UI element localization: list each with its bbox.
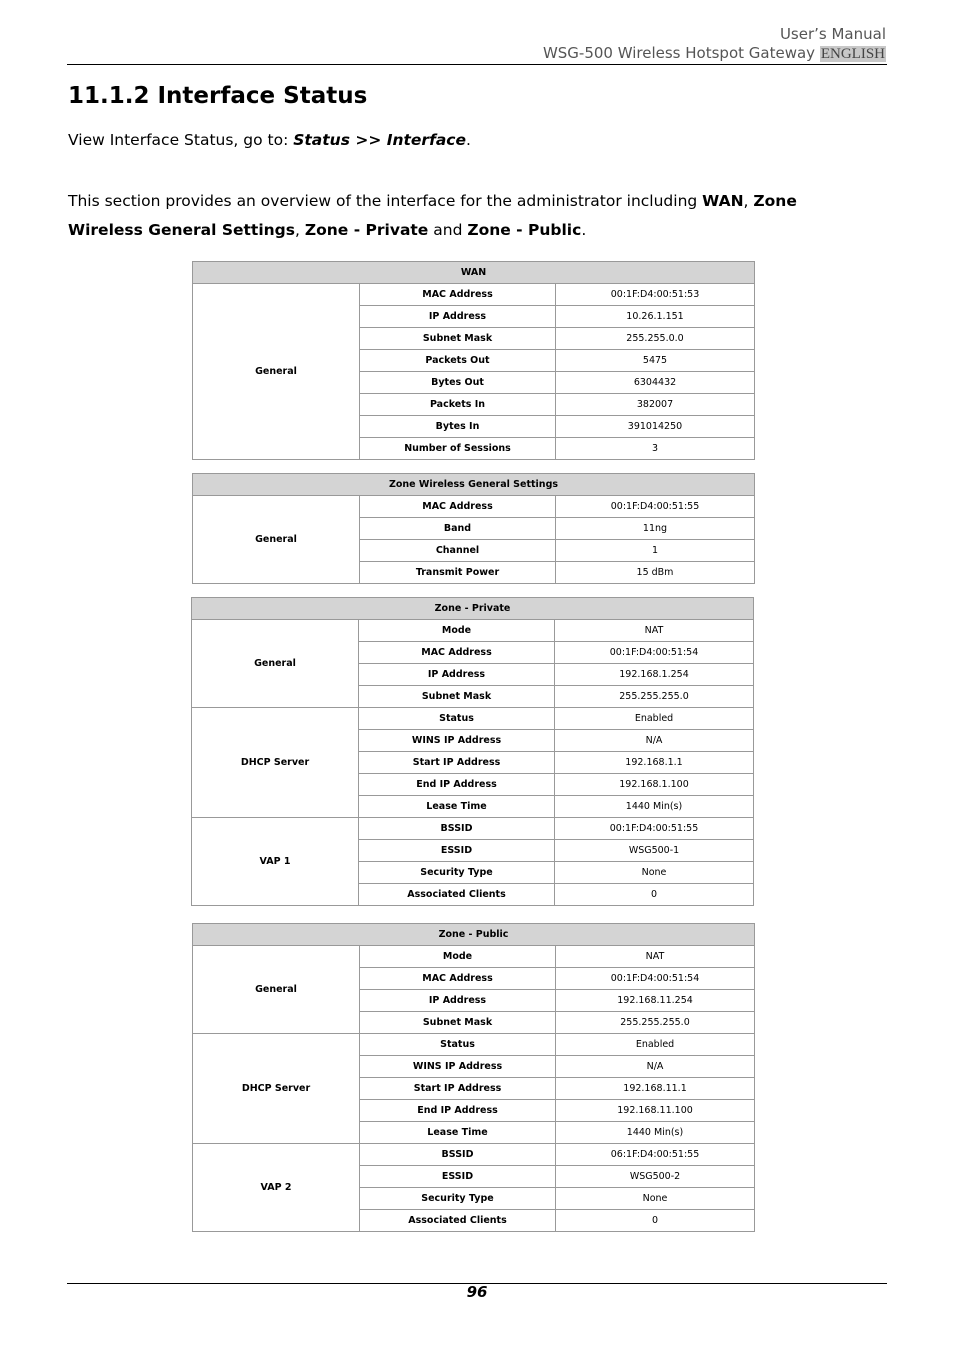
field-label: WINS IP Address — [359, 730, 555, 752]
field-value: 00:1F:D4:00:51:55 — [555, 818, 754, 840]
field-value: 10.26.1.151 — [556, 306, 755, 328]
header-manual-title: User’s Manual — [779, 25, 886, 43]
field-label: ESSID — [359, 840, 555, 862]
table-row — [193, 1144, 755, 1166]
private-table-title: Zone - Private — [192, 598, 754, 620]
group-label: VAP 2 — [193, 1144, 360, 1232]
field-label: IP Address — [359, 664, 555, 686]
field-value: 00:1F:D4:00:51:55 — [556, 496, 755, 518]
field-label: Mode — [359, 620, 555, 642]
field-label: MAC Address — [360, 284, 556, 306]
field-label: Bytes Out — [360, 372, 556, 394]
intro-paragraph — [68, 131, 471, 149]
field-value: 00:1F:D4:00:51:54 — [555, 642, 754, 664]
header-rule — [67, 64, 887, 65]
field-value: None — [556, 1188, 755, 1210]
field-value: Enabled — [556, 1034, 755, 1056]
field-label: Security Type — [359, 862, 555, 884]
field-value: 192.168.11.100 — [556, 1100, 755, 1122]
field-value: 6304432 — [556, 372, 755, 394]
table-row — [192, 818, 754, 840]
field-value: 192.168.11.254 — [556, 990, 755, 1012]
group-label: DHCP Server — [193, 1034, 360, 1144]
field-value: 192.168.1.254 — [555, 664, 754, 686]
field-label: MAC Address — [360, 968, 556, 990]
field-label: Lease Time — [360, 1122, 556, 1144]
field-value: 391014250 — [556, 416, 755, 438]
field-label: IP Address — [360, 306, 556, 328]
field-value: 1440 Min(s) — [556, 1122, 755, 1144]
field-value: 0 — [555, 884, 754, 906]
field-label: Number of Sessions — [360, 438, 556, 460]
field-value: None — [555, 862, 754, 884]
field-label: Transmit Power — [360, 562, 556, 584]
group-label: VAP 1 — [192, 818, 359, 906]
field-label: Subnet Mask — [359, 686, 555, 708]
field-label: Start IP Address — [359, 752, 555, 774]
zone-wireless-table — [192, 473, 755, 584]
section-heading: 11.1.2 Interface Status — [68, 83, 368, 109]
field-value: 1 — [556, 540, 755, 562]
field-label: End IP Address — [360, 1100, 556, 1122]
field-label: ESSID — [360, 1166, 556, 1188]
field-label: End IP Address — [359, 774, 555, 796]
overview-bold-public: Zone - Public — [467, 221, 582, 239]
field-value: 00:1F:D4:00:51:53 — [556, 284, 755, 306]
field-label: Start IP Address — [360, 1078, 556, 1100]
overview-text-1: This section provides an overview of the interface for the administrator including — [68, 192, 703, 210]
field-value: 15 dBm — [556, 562, 755, 584]
field-label: MAC Address — [360, 496, 556, 518]
overview-text-2: , — [743, 192, 754, 210]
table-row — [193, 946, 755, 968]
field-label: BSSID — [360, 1144, 556, 1166]
group-label: General — [193, 946, 360, 1034]
field-label: Channel — [360, 540, 556, 562]
table-row — [193, 284, 755, 306]
wan-table-title: WAN — [193, 262, 755, 284]
field-value: 00:1F:D4:00:51:54 — [556, 968, 755, 990]
header-product-name: WSG-500 Wireless Hotspot Gateway — [542, 44, 816, 62]
overview-bold-private: Zone - Private — [304, 221, 429, 239]
field-value: 11ng — [556, 518, 755, 540]
zone-public-table — [192, 923, 755, 1232]
field-value: 1440 Min(s) — [555, 796, 754, 818]
intro-suffix: . — [465, 131, 471, 149]
overview-paragraph — [68, 187, 868, 245]
field-label: Subnet Mask — [360, 1012, 556, 1034]
field-value: 382007 — [556, 394, 755, 416]
zone-private-table — [191, 597, 754, 906]
field-value: 5475 — [556, 350, 755, 372]
field-value: 255.255.255.0 — [555, 686, 754, 708]
field-value: Enabled — [555, 708, 754, 730]
field-value: 192.168.1.1 — [555, 752, 754, 774]
group-label: General — [192, 620, 359, 708]
field-value: NAT — [556, 946, 755, 968]
field-label: Security Type — [360, 1188, 556, 1210]
field-value: 06:1F:D4:00:51:55 — [556, 1144, 755, 1166]
field-label: Status — [359, 708, 555, 730]
overview-text-4: and — [428, 221, 468, 239]
field-label: Packets Out — [360, 350, 556, 372]
overview-bold-wireless: Zone Wireless General Settings — [68, 192, 797, 239]
public-table-title: Zone - Public — [193, 924, 755, 946]
overview-bold-wan: WAN — [702, 192, 744, 210]
overview-text-5: . — [581, 221, 587, 239]
field-label: Subnet Mask — [360, 328, 556, 350]
field-value: WSG500-1 — [555, 840, 754, 862]
field-label: WINS IP Address — [360, 1056, 556, 1078]
field-value: 3 — [556, 438, 755, 460]
field-value: 192.168.1.100 — [555, 774, 754, 796]
wan-status-table — [192, 261, 755, 460]
wireless-table-title: Zone Wireless General Settings — [193, 474, 755, 496]
table-row — [192, 620, 754, 642]
group-label: General — [193, 284, 360, 460]
field-value: N/A — [555, 730, 754, 752]
field-value: 255.255.0.0 — [556, 328, 755, 350]
intro-path: Status >> Interface — [293, 131, 466, 149]
field-label: Band — [360, 518, 556, 540]
field-value: 0 — [556, 1210, 755, 1232]
field-value: N/A — [556, 1056, 755, 1078]
table-row — [192, 708, 754, 730]
field-label: BSSID — [359, 818, 555, 840]
intro-prefix: View Interface Status, go to: — [68, 131, 294, 149]
group-label: DHCP Server — [192, 708, 359, 818]
table-row — [193, 496, 755, 518]
field-label: IP Address — [360, 990, 556, 1012]
field-value: 192.168.11.1 — [556, 1078, 755, 1100]
header-language: ENGLISH — [820, 46, 885, 62]
field-label: Status — [360, 1034, 556, 1056]
field-label: Associated Clients — [360, 1210, 556, 1232]
table-row — [193, 1034, 755, 1056]
field-label: Lease Time — [359, 796, 555, 818]
field-label: MAC Address — [359, 642, 555, 664]
field-label: Packets In — [360, 394, 556, 416]
header-product-line — [543, 43, 886, 64]
field-label: Associated Clients — [359, 884, 555, 906]
field-value: 255.255.255.0 — [556, 1012, 755, 1034]
overview-text-3: , — [295, 221, 305, 239]
field-value: WSG500-2 — [556, 1166, 755, 1188]
field-label: Bytes In — [360, 416, 556, 438]
field-label: Mode — [360, 946, 556, 968]
field-value: NAT — [555, 620, 754, 642]
group-label: General — [193, 496, 360, 584]
page-number: 96 — [466, 1283, 488, 1301]
